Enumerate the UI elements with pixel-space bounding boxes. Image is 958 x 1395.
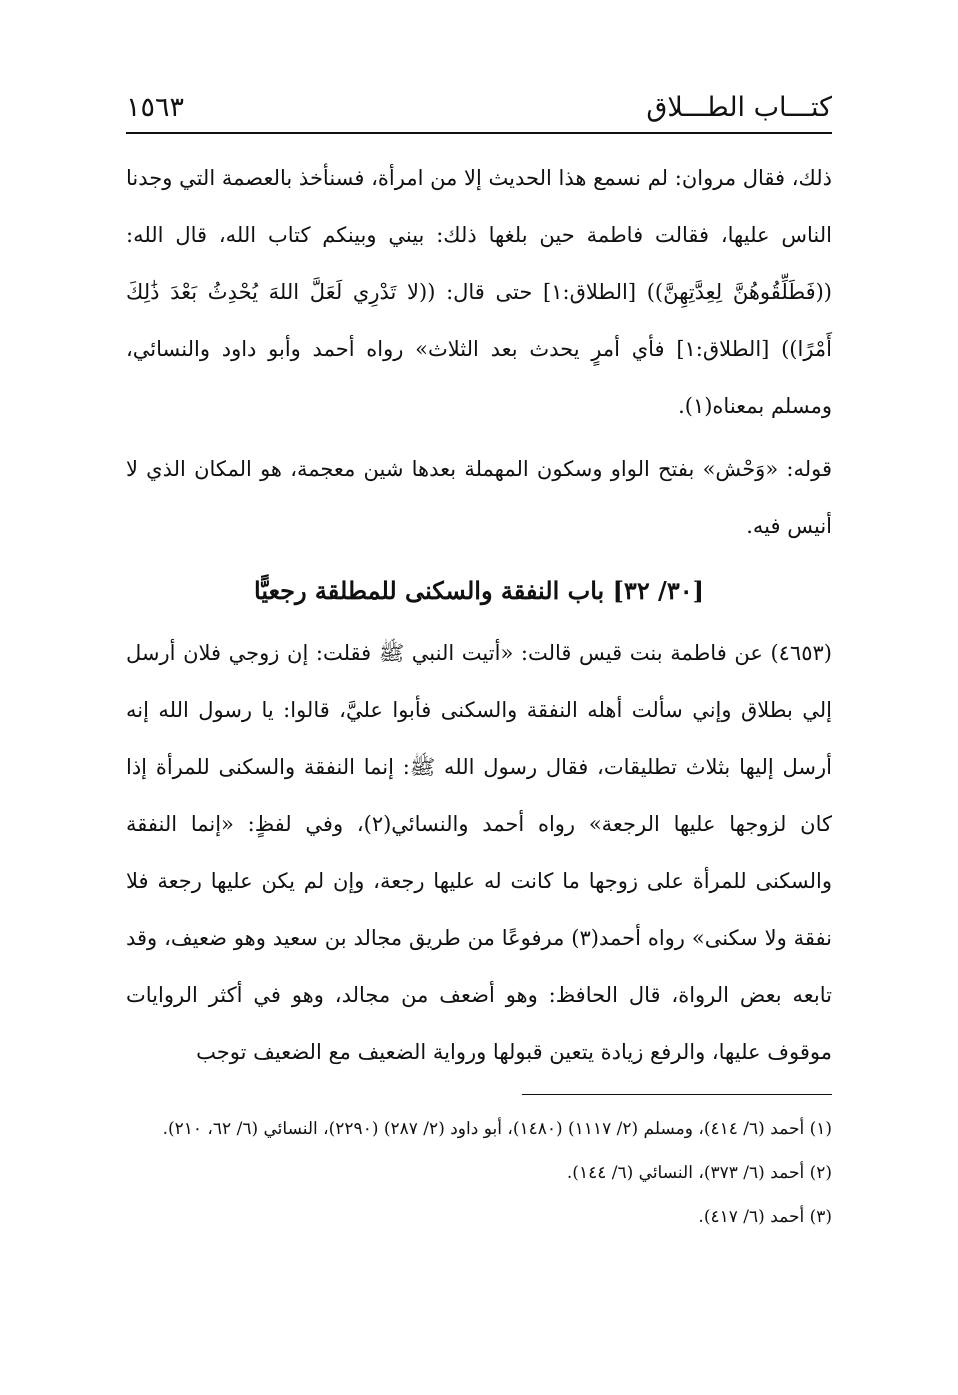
section-heading: [٣٠/ ٣٢] باب النفقة والسكنى للمطلقة رجعيًّا	[254, 576, 704, 605]
hadith-4653: (٤٦٥٣) عن فاطمة بنت قيس قالت: «أتيت النبي ﷺ فقلت: إن زوجي فلان أرسل إلي بطلاق وإني سألت أهله النفقة والسكنى فأبوا عليَّ، قالوا: يا رسول الله إنه أرسل إليها بثلاث تطليقات، فقال رسول الله ﷺ: إنما النفقة والسكنى للمرأة إذا كان لزوجها عليها الرجعة» رواه أحمد والنسائي(٢)، وفي لفظٍ: «إنما النفقة والسكنى للمرأة على زوجها ما كانت له عليها رجعة، وإن لم يكن عليها رجعة فلا نفقة ولا سكنى» رواه أحمد(٣) مرفوعًا من طريق مجالد بن سعيد وهو ضعيف، وقد تابعه بعض الرواة، قال الحافظ: وهو أضعف من مجالد، وهو في أكثر الروايات موقوف عليها، والرفع زيادة يتعين قبولها ورواية الضعيف مع الضعيف توجب	[126, 641, 832, 1064]
footnotes	[126, 1110, 832, 1242]
page-header	[126, 88, 832, 134]
footnote-1: (١) أحمد (٦/ ٤١٤)، ومسلم (٢/ ١١١٧) (١٤٨٠)، أبو داود (٢/ ٢٨٧) (٢٢٩٠)، النسائي (٦/ ٦٢، ٢١٠).	[162, 1119, 832, 1139]
paragraph-wahsh-explanation: قوله: «وَحْش» بفتح الواو وسكون المهملة بعدها شين معجمة، هو المكان الذي لا أنيس فيه.	[126, 457, 832, 538]
main-text	[126, 150, 832, 1081]
footnote-2: (٢) أحمد (٦/ ٣٧٣)، النسائي (٦/ ١٤٤).	[566, 1163, 832, 1183]
footnote-divider	[522, 1094, 832, 1095]
footnote-3: (٣) أحمد (٦/ ٤١٧).	[698, 1207, 832, 1227]
paragraph-marwan: ذلك، فقال مروان: لم نسمع هذا الحديث إلا من امرأة، فسنأخذ بالعصمة التي وجدنا الناس عليها، فقالت فاطمة حين بلغها ذلك: بيني وبينكم كتاب الله، قال الله: ((فَطَلِّقُوهُنَّ لِعِدَّتِهِنَّ)) [الطلاق:١] حتى قال: ((لا تَدْرِي لَعَلَّ اللهَ يُحْدِثُ بَعْدَ ذَٰلِكَ أَمْرًا)) [الطلاق:١] فأي أمرٍ يحدث بعد الثلاث» رواه أحمد وأبو داود والنسائي، ومسلم بمعناه(١).	[126, 166, 832, 418]
running-title: كتـــاب الطـــلاق	[646, 92, 832, 123]
page-number: ١٥٦٣	[126, 92, 185, 123]
